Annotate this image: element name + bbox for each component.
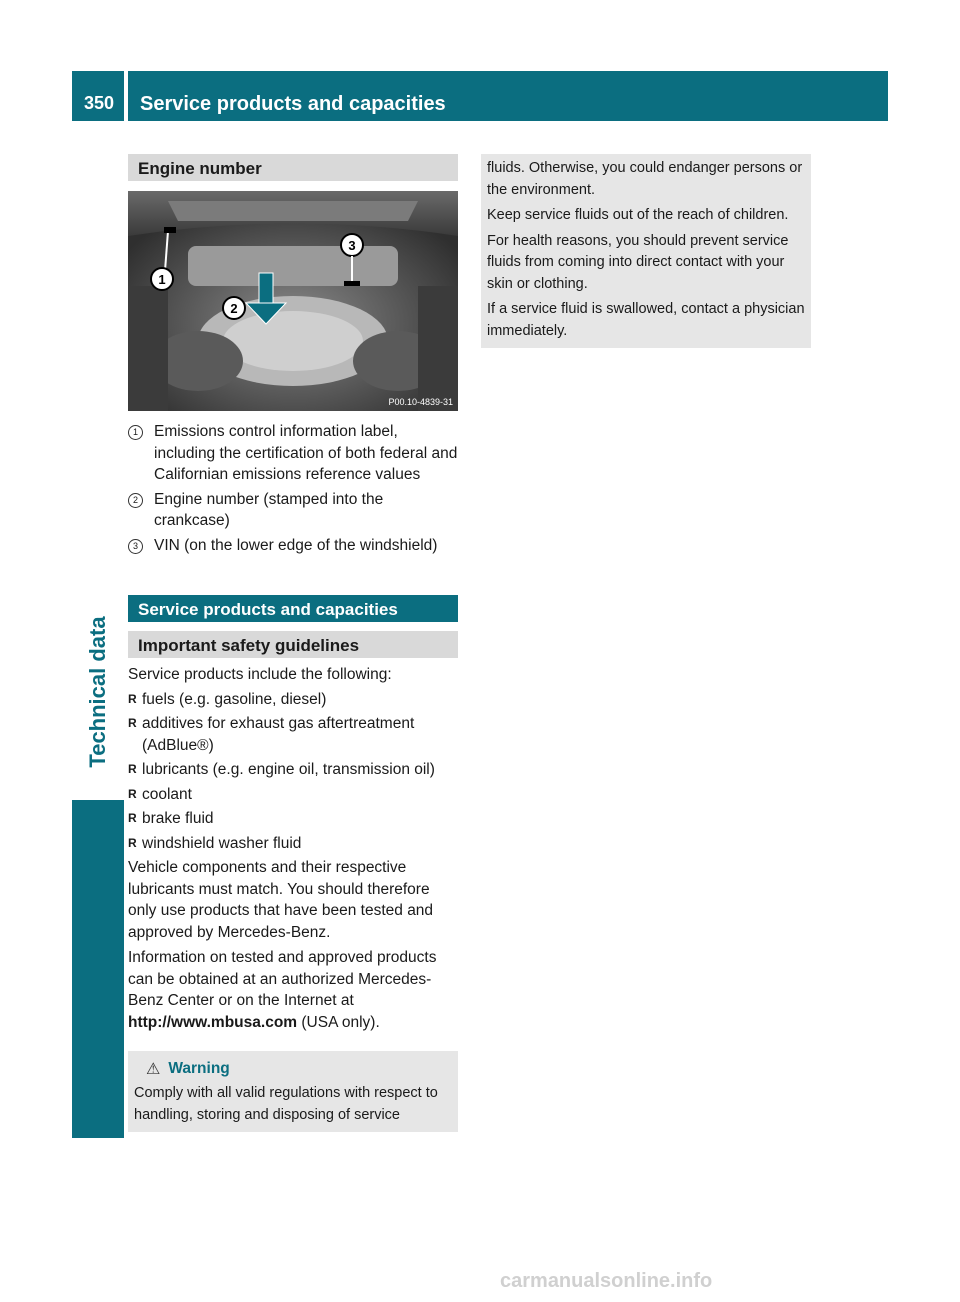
legend-number: 2 (128, 493, 143, 508)
mbusa-link[interactable]: http://www.mbusa.com (128, 1013, 298, 1031)
service-paragraph-1: Vehicle components and their respective lubricants must match. You should therefore only use products that have been tested and approved by Mercedes-Benz. (128, 859, 434, 941)
warning-text: Keep service fluids out of the reach of children. (487, 207, 789, 223)
warning-box-continued (481, 154, 811, 348)
list-item: R additives for exhaust gas aftertreatment (AdBlue®) (128, 713, 458, 756)
side-tab-label: Technical data (85, 616, 110, 768)
legend-item (128, 535, 458, 557)
legend-text: Emissions control information label, including the certification of both federal and Californian emissions reference values (154, 423, 458, 483)
warning-text: If a service fluid is swallowed, contact a physician immediately. (487, 301, 805, 339)
callout-2: 2 (230, 301, 238, 316)
warning-text: Comply with all valid regulations with respect to handling, storing and disposing of service (134, 1085, 438, 1123)
para2-text: Information on tested and approved products can be obtained at an authorized Mercedes-Benz Center or on the Internet at (128, 949, 437, 1009)
callout-1: 1 (158, 272, 166, 287)
page-header (72, 71, 888, 121)
service-intro: Service products include the following: (128, 666, 392, 683)
engine-number-heading: Engine number (128, 154, 458, 181)
right-column (481, 154, 811, 348)
service-paragraph-2 (128, 947, 458, 1033)
warning-text: fluids. Otherwise, you could endanger persons or the environment. (487, 160, 803, 198)
side-tab-block (72, 800, 124, 1138)
warning-box (128, 1051, 458, 1132)
list-item: R windshield washer fluid (128, 833, 458, 855)
page-title: Service products and capacities (140, 93, 446, 115)
list-item: R fuels (e.g. gasoline, diesel) (128, 689, 458, 711)
header-divider (124, 71, 128, 121)
legend-number: 1 (128, 425, 143, 440)
legend-number: 3 (128, 539, 143, 554)
safety-subheading: Important safety guidelines (128, 631, 458, 658)
photo-code: P00.10-4839-31 (388, 397, 453, 407)
engine-legend (128, 421, 458, 556)
para2-suffix: (USA only). (297, 1013, 380, 1031)
service-bullets (128, 689, 458, 855)
engine-bay-illustration (128, 191, 458, 411)
legend-text: VIN (on the lower edge of the windshield) (154, 536, 438, 554)
warning-header (134, 1059, 452, 1079)
list-item: R lubricants (e.g. engine oil, transmission oil) (128, 759, 458, 781)
page-number: 350 (84, 93, 115, 113)
side-tab (72, 110, 124, 810)
callout-3: 3 (348, 238, 356, 253)
legend-item (128, 489, 458, 532)
engine-photo (128, 191, 458, 411)
warning-label: Warning (168, 1060, 230, 1077)
service-heading: Service products and capacities (128, 595, 458, 622)
watermark: carmanualsonline.info (500, 1270, 713, 1292)
list-item: R coolant (128, 784, 458, 806)
warning-icon: ⚠ (146, 1061, 161, 1078)
list-item: R brake fluid (128, 808, 458, 830)
legend-item (128, 421, 458, 486)
left-column (128, 154, 458, 1132)
legend-text: Engine number (stamped into the crankcase) (154, 490, 384, 529)
warning-text: For health reasons, you should prevent service fluids from coming into direct contact with your skin or clothing. (487, 232, 789, 292)
